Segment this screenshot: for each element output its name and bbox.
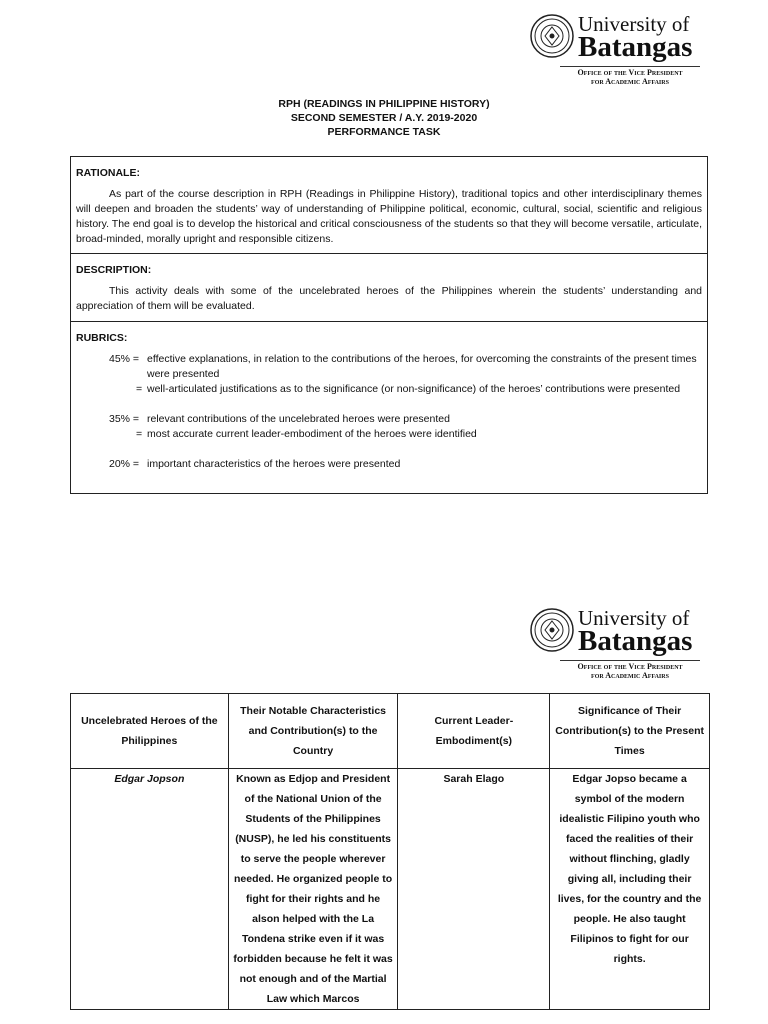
description-title: DESCRIPTION: — [76, 264, 152, 276]
logo-office: Office of the Vice President for Academic Affairs — [560, 660, 700, 680]
semester-line: SECOND SEMESTER / A.Y. 2019-2020 — [290, 112, 478, 124]
logo-batangas: Batangas — [578, 625, 693, 657]
col-header-heroes: Uncelebrated Heroes of the Philippines — [71, 694, 229, 769]
rubrics-section — [71, 321, 707, 493]
rubric-item: 45% = effective explanations, in relation to the contributions of the heroes, for overcoming the constraints of the present times were presented — [109, 353, 697, 380]
col-header-leader: Current Leader-Embodiment(s) — [398, 694, 550, 769]
description-section — [71, 253, 707, 322]
logo-batangas: Batangas — [578, 31, 693, 63]
leader-cell: Sarah Elago — [398, 769, 550, 1010]
rubric-item: 20% = important characteristics of the heroes were presented — [109, 458, 401, 470]
table-header-row — [71, 694, 710, 769]
rubric-item: 35% = relevant contributions of the uncelebrated heroes were presented — [109, 413, 450, 425]
rubric-item: = most accurate current leader-embodiment of the heroes were identified — [136, 428, 477, 440]
col-header-significance: Significance of Their Contribution(s) to the Present Times — [550, 694, 710, 769]
rubric-item: = well-articulated justifications as to the significance (or non-significance) of the heroes’ contributions were presented — [136, 383, 681, 395]
document-heading — [0, 97, 768, 139]
heroes-table — [70, 693, 710, 1010]
university-seal-icon — [530, 14, 574, 58]
task-title: PERFORMANCE TASK — [327, 126, 441, 138]
task-details-box — [70, 156, 708, 494]
university-logo — [530, 12, 705, 86]
hero-name-cell: Edgar Jopson — [71, 769, 229, 1010]
course-title: RPH (READINGS IN PHILIPPINE HISTORY) — [278, 98, 490, 110]
rubrics-list — [109, 352, 697, 472]
col-header-characteristics: Their Notable Characteristics and Contribution(s) to the Country — [228, 694, 398, 769]
significance-cell: Edgar Jopso became a symbol of the modern idealistic Filipino youth who faced the realities of their without flinching, gladly giving all, including their lives, for the country and the people. He also taught Filipinos to fight for our rights. — [550, 769, 710, 1010]
rationale-section — [71, 157, 707, 253]
rationale-title: RATIONALE: — [76, 167, 140, 179]
description-body: This activity deals with some of the uncelebrated heroes of the Philippines wherein the students’ understanding and appreciation of them will be evaluated. — [76, 285, 702, 312]
logo-office: Office of the Vice President for Academic Affairs — [560, 66, 700, 86]
logo-university-of: University of — [578, 606, 690, 630]
rubrics-title: RUBRICS: — [76, 332, 128, 344]
characteristics-cell: Known as Edjop and President of the National Union of the Students of the Philippines (NUSP), he led his constituents to serve the people wherever needed. He organized people to fight for their rights and he alson helped with the La Tondena strike even if it was forbidden because he felt it was not enough and of the Martial Law which Marcos — [228, 769, 398, 1010]
table-row — [71, 769, 710, 1010]
rationale-body: As part of the course description in RPH (Readings in Philippine History), traditional topics and other interdisciplinary themes will deepen and broaden the students’ way of understanding of Philippine political, economic, cultural, social, scientific and religious history. The end goal is to develop the historical and critical consciousness of the students so that they will become versatile, articulate, broad-minded, morally upright and responsible citizens. — [76, 188, 702, 245]
university-logo — [530, 606, 705, 680]
logo-university-of: University of — [578, 12, 690, 36]
university-seal-icon — [530, 608, 574, 652]
